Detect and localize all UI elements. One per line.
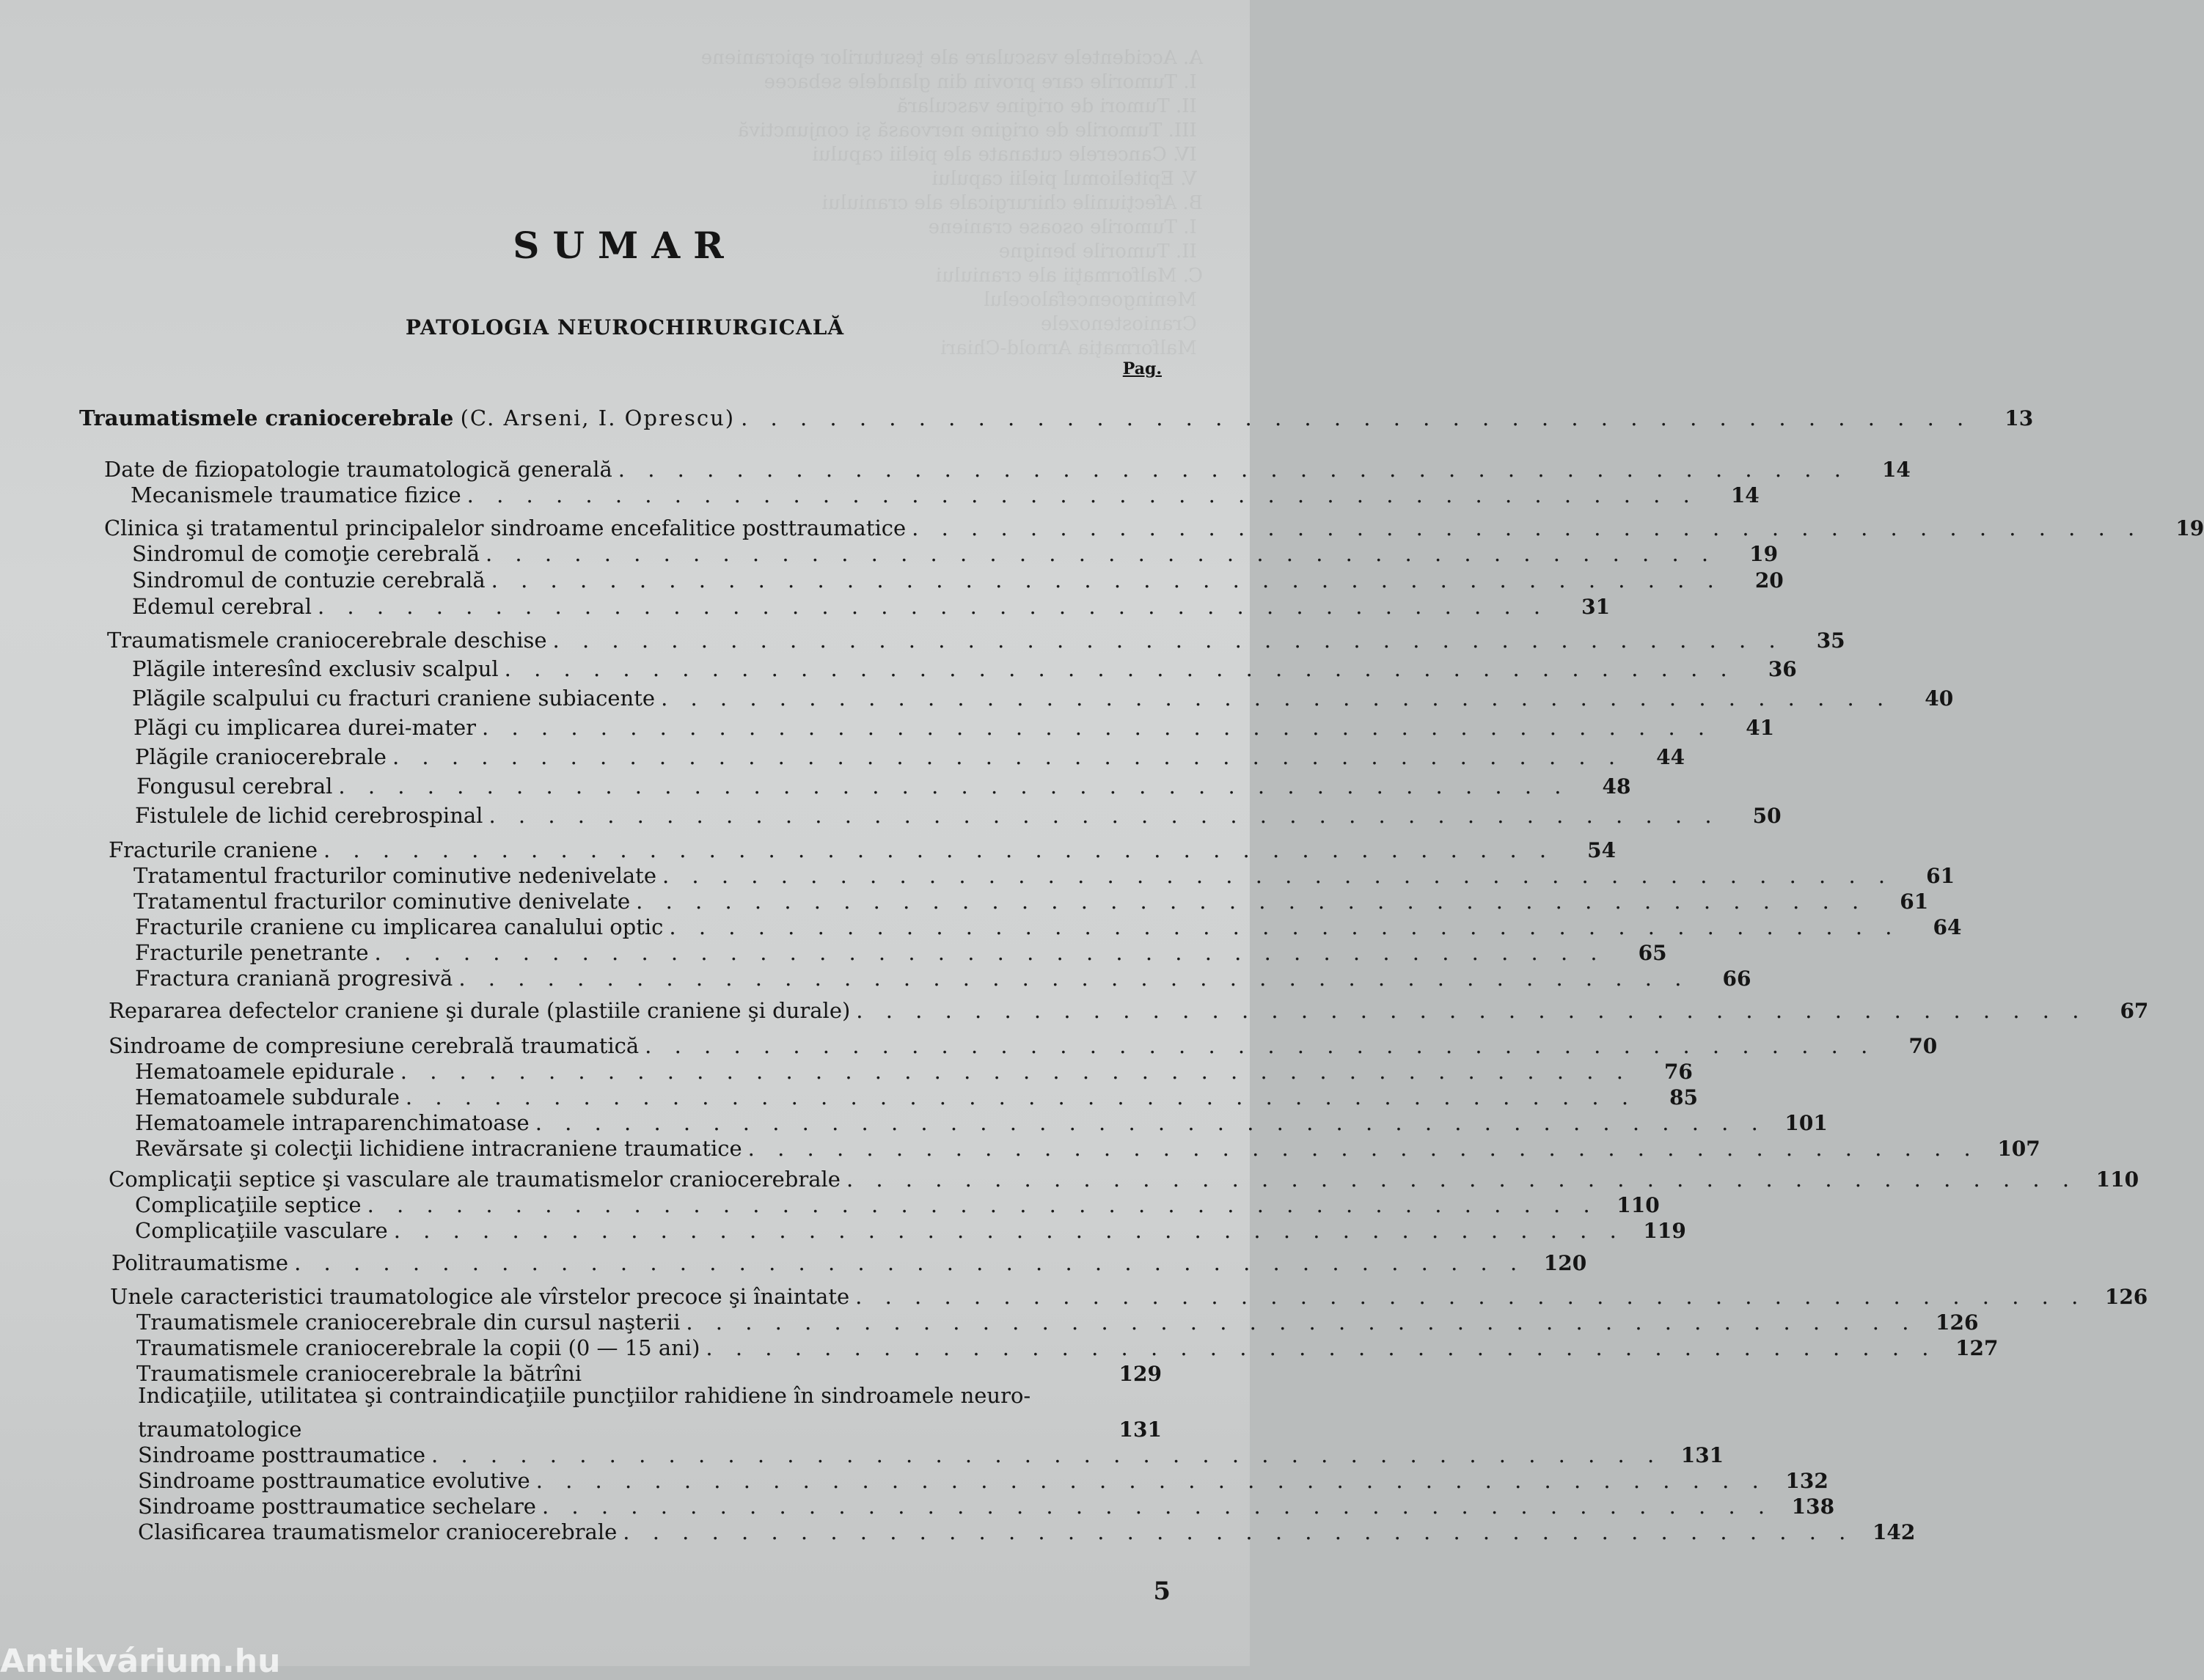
toc-entry: Sindromul de contuzie cerebrală . . . . . . . . . . . . . . . . . . . . . . . . . . . . . . . . . . . . . . . . . . 20 (132, 568, 1784, 593)
toc-entry: Edemul cerebral . . . . . . . . . . . . . . . . . . . . . . . . . . . . . . . . . . . . . . . . . . 31 (132, 594, 1611, 619)
dot-leader: . . . . . . . . . . . . . . . . . . . . . . . . . . . . . . . . . . . . . . . . . . (855, 1284, 2087, 1309)
dot-leader: . . . . . . . . . . . . . . . . . . . . . . . . . . . . . . . . . . . . . . . . . . (623, 1519, 1854, 1544)
dot-leader: . . . . . . . . . . . . . . . . . . . . . . . . . . . . . . . . . . . . . . . . . . (431, 1442, 1663, 1467)
page-column-header: Pag. (1122, 359, 1162, 378)
dot-leader: . . . . . . . . . . . . . . . . . . . . . . . . . . . . . . . . . . . . . . . . . . (535, 1468, 1767, 1493)
toc-entry: Complicaţiile vasculare . . . . . . . . . . . . . . . . . . . . . . . . . . . . . . . . . . . . . . . . . . 119 (135, 1218, 1686, 1243)
dot-leader: . . . . . . . . . . . . . . . . . . . . . . . . . . . . . . . . . . . . . . . . . . (662, 863, 1894, 888)
dot-leader: . . . . . . . . . . . . . . . . . . . . . . . . . . . . . . . . . . . . . . . . . . (504, 656, 1735, 681)
page-number: 5 (1153, 1577, 1171, 1606)
toc-entry: Clinica şi tratamentul principalelor sindroame encefalitice posttraumatice . . . . . . . . . . . . . . . . . . . . . . . . . . . . . . . . . . . . . . . . . . 19 (104, 516, 2204, 540)
toc-entry: Fracturile craniene . . . . . . . . . . . . . . . . . . . . . . . . . . . . . . . . . . . . . . . . . . 54 (109, 837, 1617, 862)
dot-leader: . . . . . . . . . . . . . . . . . . . . . . . . . . . . . . . . . . . . . . . . . . (466, 483, 1698, 507)
toc-entry: Sindromul de comoţie cerebrală . . . . . . . . . . . . . . . . . . . . . . . . . . . . . . . . . . . . . . . . . . 19 (132, 541, 1779, 566)
toc-entry: Mecanismele traumatice fizice . . . . . . . . . . . . . . . . . . . . . . . . . . . . . . . . . . . . . . . . . . 14 (131, 483, 1760, 507)
watermark: Antikvárium.hu (0, 1643, 281, 1680)
toc-entry: Complicaţiile septice . . . . . . . . . . . . . . . . . . . . . . . . . . . . . . . . . . . . . . . . . . 110 (135, 1192, 1660, 1217)
toc-entry: Fongusul cerebral . . . . . . . . . . . . . . . . . . . . . . . . . . . . . . . . . . . . . . . . . . 48 (136, 774, 1631, 799)
toc-entry: Fractura craniană progresivă . . . . . . . . . . . . . . . . . . . . . . . . . . . . . . . . . . . . . . . . . . 66 (135, 966, 1751, 991)
dot-leader: . . . . . . . . . . . . . . . . . . . . . . . . . . . . . . . . . . . . . . . . . . (294, 1250, 1526, 1275)
dot-leader: . . . . . . . . . . . . . . . . . . . . . . . . . . . . . . . . . . . . . . . . . . (323, 837, 1555, 862)
dot-leader: . . . . . . . . . . . . . . . . . . . . . . . . . . . . . . . . . . . . . . . . . . (367, 1192, 1598, 1217)
main-entry-title: Traumatismele craniocerebrale (79, 406, 454, 430)
dot-leader: . . . . . . . . . . . . . . . . . . . . . . . . . . . . . . . . . . . . . . . . . . (486, 541, 1717, 566)
toc-entry: Sindroame posttraumatice sechelare . . . . . . . . . . . . . . . . . . . . . . . . . . . . . . . . . . . . . . . . . . 138 (138, 1494, 1835, 1519)
dot-leader: . . . . . . . . . . . . . . . . . . . . . . . . . . . . . . . . . . . . . . . . . . (458, 966, 1690, 991)
dot-leader: . . . . . . . . . . . . . . . . . . . . . . . . . . . . . . . . . . . . . . . . . . (491, 568, 1722, 593)
toc-entry: Revărsate şi colecţii lichidiene intracraniene traumatice . . . . . . . . . . . . . . . . . . . . . . . . . . . . . . . . . . . . . . . . . . 107 (135, 1136, 2040, 1161)
toc-entry: Traumatismele craniocerebrale la bătrîni 129 (136, 1361, 1162, 1386)
dot-leader: . . . . . . . . . . . . . . . . . . . . . . . . . . . . . . . . . . . . . . . . . . (741, 406, 1972, 430)
dot-leader: . . . . . . . . . . . . . . . . . . . . . . . . . . . . . . . . . . . . . . . . . . (846, 1167, 2078, 1192)
toc-entry: Fracturile craniene cu implicarea canalului optic . . . . . . . . . . . . . . . . . . . . . . . . . . . . . . . . . . . . . . . . . . 64 (135, 914, 1962, 939)
toc-entry: Plăgile interesînd exclusiv scalpul . . . . . . . . . . . . . . . . . . . . . . . . . . . . . . . . . . . . . . . . . . 36 (132, 656, 1797, 681)
toc-entry: Fistulele de lichid cerebrospinal . . . . . . . . . . . . . . . . . . . . . . . . . . . . . . . . . . . . . . . . . . 50 (135, 803, 1782, 828)
toc-entry: Plăgile scalpului cu fracturi craniene subiacente . . . . . . . . . . . . . . . . . . . . . . . . . . . . . . . . . . . . . . . . . . 40 (132, 686, 1954, 711)
dot-leader: . . . . . . . . . . . . . . . . . . . . . . . . . . . . . . . . . . . . . . . . . . (747, 1136, 1979, 1161)
toc-entry: Hematoamele epidurale . . . . . . . . . . . . . . . . . . . . . . . . . . . . . . . . . . . . . . . . . . 76 (135, 1059, 1693, 1084)
dot-leader: . . . . . . . . . . . . . . . . . . . . . . . . . . . . . . . . . . . . . . . . . . (912, 516, 2143, 540)
dot-leader: . . . . . . . . . . . . . . . . . . . . . . . . . . . . . . . . . . . . . . . . . . (541, 1494, 1773, 1519)
toc-entry: Plăgi cu implicarea durei-mater . . . . . . . . . . . . . . . . . . . . . . . . . . . . . . . . . . . . . . . . . . 41 (133, 715, 1775, 740)
toc-entry: Clasificarea traumatismelor craniocerebrale . . . . . . . . . . . . . . . . . . . . . . . . . . . . . . . . . . . . . . . . . . 142 (138, 1519, 1916, 1544)
dot-leader: . . . . . . . . . . . . . . . . . . . . . . . . . . . . . . . . . . . . . . . . . . (856, 998, 2087, 1023)
toc-main-entry (79, 405, 2034, 432)
toc-entry: Sindroame posttraumatice . . . . . . . . . . . . . . . . . . . . . . . . . . . . . . . . . . . . . . . . . . 131 (138, 1442, 1724, 1467)
bleed-through-text: A. Accidentele vasculare ale ţesuturilor epicraniene I. Tumorile care provin din glandele sebacee II. Tumori de origine vasculară III. Tumorile de origine nervoasă şi conjunctivă IV. Cancerele cutanate ale pielii capului V. Epiteliomul pielii capului B. Afecţiunile chirurgicale ale craniului I. Tumorile osoase craniene II. Tumorile benigne C. Malformaţii ale craniului Meningoencefalocelul Craniostenozele Malformaţia Arnold-Chiari (700, 47, 1203, 359)
dot-leader: . . . . . . . . . . . . . . . . . . . . . . . . . . . . . . . . . . . . . . . . . . (318, 594, 1549, 619)
page-title: SUMAR (513, 224, 737, 267)
dot-leader: . . . . . . . . . . . . . . . . . . . . . . . . . . . . . . . . . . . . . . . . . . (535, 1110, 1766, 1135)
toc-entry: Traumatismele craniocerebrale la copii (0 — 15 ani) . . . . . . . . . . . . . . . . . . . . . . . . . . . . . . . . . . . . . . . . . . 127 (136, 1335, 1999, 1360)
dot-leader: . . . . . . . . . . . . . . . . . . . . . . . . . . . . . . . . . . . . . . . . . . (706, 1335, 1937, 1360)
toc-entry: Date de fiziopatologie traumatologică generală . . . . . . . . . . . . . . . . . . . . . . . . . . . . . . . . . . . . . . . . . . 14 (104, 457, 1911, 482)
dot-leader: . . . . . . . . . . . . . . . . . . . . . . . . . . . . . . . . . . . . . . . . . . (669, 914, 1900, 939)
dot-leader: . . . . . . . . . . . . . . . . . . . . . . . . . . . . . . . . . . . . . . . . . . (686, 1310, 1917, 1335)
dot-leader: . . . . . . . . . . . . . . . . . . . . . . . . . . . . . . . . . . . . . . . . . . (552, 628, 1784, 653)
toc-entry: traumatologice 131 (138, 1417, 1162, 1442)
toc-entry: Fracturile penetrante . . . . . . . . . . . . . . . . . . . . . . . . . . . . . . . . . . . . . . . . . . 65 (135, 940, 1667, 965)
toc-entry: Repararea defectelor craniene şi durale (plastiile craniene şi durale) . . . . . . . . . . . . . . . . . . . . . . . . . . . . . . . . . . . . . . . . . . 67 (109, 998, 2149, 1023)
dot-leader: . . . . . . . . . . . . . . . . . . . . . . . . . . . . . . . . . . . . . . . . . . (661, 686, 1892, 711)
toc-entry: Tratamentul fracturilor cominutive nedenivelate . . . . . . . . . . . . . . . . . . . . . . . . . . . . . . . . . . . . . . . . . . 61 (133, 863, 1955, 888)
dot-leader: . . . . . . . . . . . . . . . . . . . . . . . . . . . . . . . . . . . . . . . . . . (338, 774, 1570, 799)
section-subtitle: PATOLOGIA NEUROCHIRURGICALĂ (405, 315, 845, 340)
toc-entry: Unele caracteristici traumatologice ale vîrstelor precoce şi înaintate . . . . . . . . . . . . . . . . . . . . . . . . . . . . . . . . . . . . . . . . . . 126 (110, 1284, 2148, 1309)
dot-leader: . . . . . . . . . . . . . . . . . . . . . . . . . . . . . . . . . . . . . . . . . . (374, 940, 1606, 965)
toc-entry: Complicaţii septice şi vasculare ale traumatismelor craniocerebrale . . . . . . . . . . . . . . . . . . . . . . . . . . . . . . . . . . . . . . . . . . 110 (109, 1167, 2139, 1192)
toc-entry-wrapped: Indicaţiile, utilitatea şi contraindicaţiile puncţiilor rahidiene în sindroamele neuro- (138, 1383, 1031, 1408)
dot-leader: . . . . . . . . . . . . . . . . . . . . . . . . . . . . . . . . . . . . . . . . . . (405, 1085, 1637, 1109)
toc-entry: Traumatismele craniocerebrale din cursul naşterii . . . . . . . . . . . . . . . . . . . . . . . . . . . . . . . . . . . . . . . . . . 126 (136, 1310, 1979, 1335)
dot-leader: . . . . . . . . . . . . . . . . . . . . . . . . . . . . . . . . . . . . . . . . . . (636, 889, 1867, 914)
main-entry-authors: (C. Arseni, I. Oprescu) (460, 406, 736, 430)
toc-entry: Sindroame de compresiune cerebrală traumatică . . . . . . . . . . . . . . . . . . . . . . . . . . . . . . . . . . . . . . . . . . 70 (109, 1033, 1938, 1058)
toc-entry: Hematoamele subdurale . . . . . . . . . . . . . . . . . . . . . . . . . . . . . . . . . . . . . . . . . . 85 (135, 1085, 1699, 1109)
dot-leader: . . . . . . . . . . . . . . . . . . . . . . . . . . . . . . . . . . . . . . . . . . (488, 803, 1720, 828)
toc-entry: Politraumatisme . . . . . . . . . . . . . . . . . . . . . . . . . . . . . . . . . . . . . . . . . . 120 (111, 1250, 1587, 1275)
main-entry-page: 13 (2005, 406, 2034, 430)
dot-leader: . . . . . . . . . . . . . . . . . . . . . . . . . . . . . . . . . . . . . . . . . . (392, 744, 1624, 769)
dot-leader: . . . . . . . . . . . . . . . . . . . . . . . . . . . . . . . . . . . . . . . . . . (400, 1059, 1631, 1084)
dot-leader: . . . . . . . . . . . . . . . . . . . . . . . . . . . . . . . . . . . . . . . . . . (645, 1033, 1876, 1058)
toc-entry: Plăgile craniocerebrale . . . . . . . . . . . . . . . . . . . . . . . . . . . . . . . . . . . . . . . . . . 44 (135, 744, 1685, 769)
toc-entry: Tratamentul fracturilor cominutive denivelate . . . . . . . . . . . . . . . . . . . . . . . . . . . . . . . . . . . . . . . . . . 61 (133, 889, 1929, 914)
dot-leader: . . . . . . . . . . . . . . . . . . . . . . . . . . . . . . . . . . . . . . . . . . (393, 1218, 1625, 1243)
toc-entry: Traumatismele craniocerebrale deschise . . . . . . . . . . . . . . . . . . . . . . . . . . . . . . . . . . . . . . . . . . 35 (107, 628, 1845, 653)
dot-leader: . . . . . . . . . . . . . . . . . . . . . . . . . . . . . . . . . . . . . . . . . . (482, 715, 1713, 740)
toc-entry: Hematoamele intraparenchimatoase . . . . . . . . . . . . . . . . . . . . . . . . . . . . . . . . . . . . . . . . . . 101 (135, 1110, 1828, 1135)
dot-leader: . . . . . . . . . . . . . . . . . . . . . . . . . . . . . . . . . . . . . . . . . . (618, 457, 1849, 482)
toc-entry: Sindroame posttraumatice evolutive . . . . . . . . . . . . . . . . . . . . . . . . . . . . . . . . . . . . . . . . . . 132 (138, 1468, 1828, 1493)
